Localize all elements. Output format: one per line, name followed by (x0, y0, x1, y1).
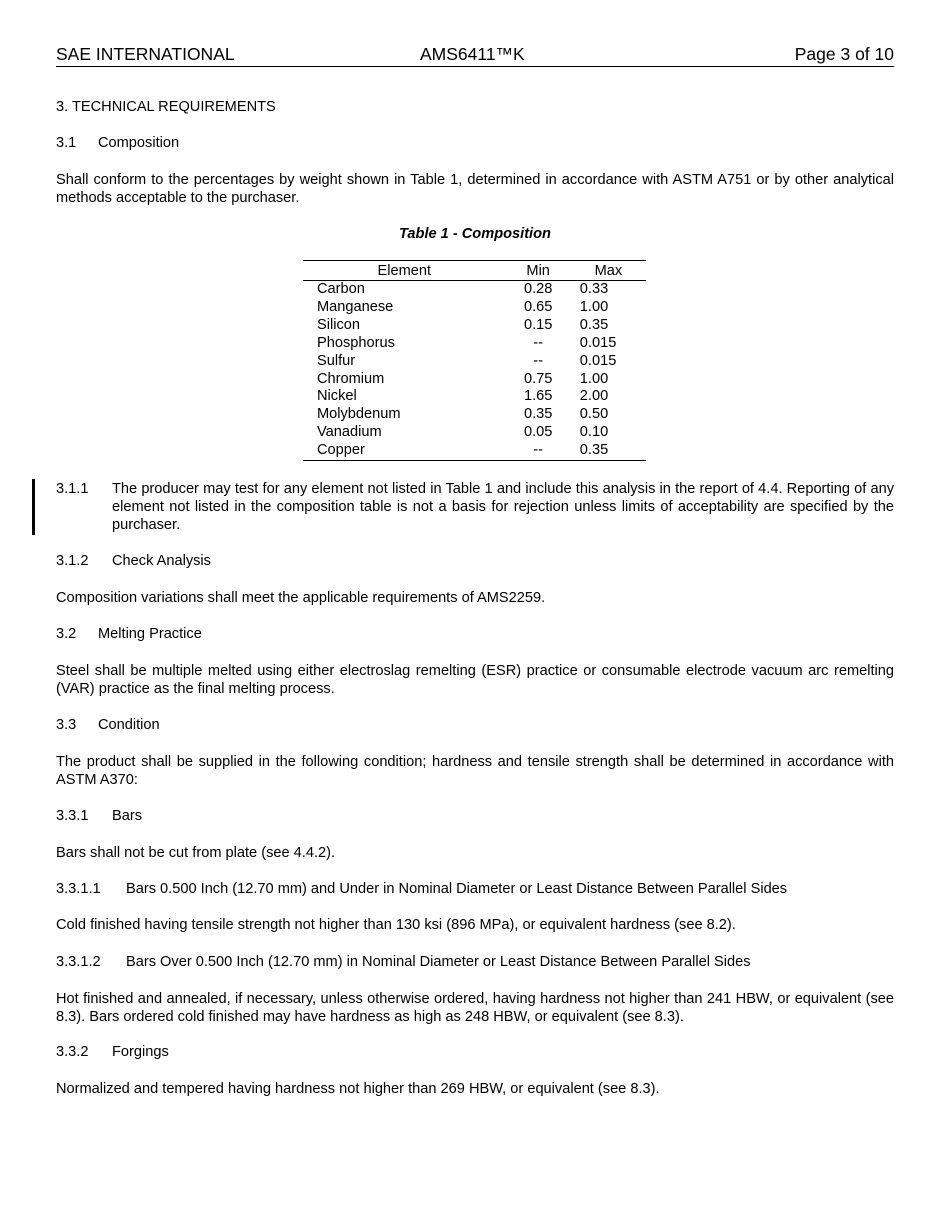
min-value: 0.28 (523, 281, 553, 297)
min-value: 0.65 (523, 298, 553, 315)
max-value: 2.00 (579, 388, 609, 405)
composition-table (303, 260, 646, 461)
element-name: Nickel (317, 388, 357, 405)
section-3-3-1-text: Bars shall not be cut from plate (see 4.4.2). (56, 845, 336, 861)
max-value: 0.015 (579, 334, 617, 351)
section-3-heading: 3. TECHNICAL REQUIREMENTS (56, 99, 276, 115)
column-header-max: Max (571, 261, 646, 281)
section-title: Composition (98, 135, 180, 151)
section-3-1-2-text: Composition variations shall meet the applicable requirements of AMS2259. (56, 590, 546, 606)
section-3-1-1-number: 3.1.1 (56, 481, 89, 497)
section-number: 3.3.2 (56, 1044, 89, 1060)
section-number: 3.3.1 (56, 808, 89, 824)
revision-bar (32, 479, 35, 535)
element-name: Molybdenum (317, 406, 401, 423)
max-value: 0.50 (579, 406, 609, 423)
section-3-3-1-2-text: Hot finished and annealed, if necessary, unless otherwise ordered, having hardness not higher than 241 HBW, or equivalent (see 8.3). Bars ordered cold finished may have hardness as high as 248 HBW, or equivalent (see 8.3). (56, 991, 894, 1025)
section-number: 3.2 (56, 626, 77, 642)
section-number: 3.1.2 (56, 553, 89, 569)
section-3-2-heading (56, 625, 894, 643)
table-header-row (303, 261, 646, 281)
table-row (303, 424, 646, 442)
section-title: Condition (98, 717, 160, 733)
table-row (303, 406, 646, 424)
min-value: -- (533, 442, 544, 459)
table-row (303, 317, 646, 335)
section-title: Bars 0.500 Inch (12.70 mm) and Under in Nominal Diameter or Least Distance Between Parallel Sides (126, 881, 788, 897)
column-header-element: Element (303, 261, 506, 281)
min-value: -- (533, 352, 544, 369)
element-name: Copper (317, 442, 365, 459)
section-3-3-1-heading (56, 807, 894, 825)
table-row (303, 371, 646, 389)
section-3-3-1-1-text: Cold finished having tensile strength not higher than 130 ksi (896 MPa), or equivalent hardness (see 8.2). (56, 917, 736, 933)
section-3-3-text: The product shall be supplied in the following condition; hardness and tensile strength shall be determined in accordance with ASTM A370: (56, 754, 894, 788)
table-row (303, 335, 646, 353)
min-value: 1.65 (523, 388, 553, 405)
section-title: Melting Practice (98, 626, 202, 642)
max-value: 0.35 (579, 316, 609, 333)
max-value: 1.00 (579, 370, 609, 387)
element-name: Carbon (317, 281, 365, 297)
section-3-1-1-text: The producer may test for any element not listed in Table 1 and include this analysis in the report of 4.4. Reporting of any element not listed in the composition table is not a basis for rejection unless limits of acceptability are specified by the purchaser. (112, 481, 894, 533)
section-title: Bars (112, 808, 143, 824)
header-page-number: Page 3 of 10 (794, 44, 894, 64)
section-number: 3.3 (56, 717, 77, 733)
section-title: Check Analysis (112, 553, 211, 569)
section-3-2-text: Steel shall be multiple melted using either electroslag remelting (ESR) practice or consumable electrode vacuum arc remelting (VAR) practice as the final melting process. (56, 663, 894, 697)
element-name: Chromium (317, 370, 385, 387)
section-title: Bars Over 0.500 Inch (12.70 mm) in Nominal Diameter or Least Distance Between Parallel Sides (126, 954, 751, 970)
min-value: 0.35 (523, 406, 553, 423)
section-title: Forgings (112, 1044, 169, 1060)
max-value: 0.33 (579, 281, 609, 297)
table-row (303, 353, 646, 371)
section-number: 3.3.1.1 (56, 881, 101, 897)
table-row (303, 388, 646, 406)
section-3-3-2-text: Normalized and tempered having hardness not higher than 269 HBW, or equivalent (see 8.3). (56, 1081, 660, 1097)
section-number: 3.1 (56, 135, 77, 151)
element-name: Phosphorus (317, 334, 395, 351)
min-value: -- (533, 334, 544, 351)
section-3-1-text: Shall conform to the percentages by weight shown in Table 1, determined in accordance with ASTM A751 or by other analytical methods acceptable to the purchaser. (56, 172, 894, 206)
table-row (303, 281, 646, 299)
element-name: Manganese (317, 298, 394, 315)
table-row (303, 442, 646, 460)
min-value: 0.75 (523, 370, 553, 387)
section-3-3-2-heading (56, 1043, 894, 1061)
section-number: 3.3.1.2 (56, 954, 101, 970)
min-value: 0.15 (523, 316, 553, 333)
column-header-min: Min (506, 261, 571, 281)
max-value: 1.00 (579, 298, 609, 315)
header-document-number: AMS6411™K (420, 44, 525, 64)
page-header (56, 44, 894, 67)
section-3-1-heading (56, 134, 894, 152)
table-row (303, 299, 646, 317)
table-caption: Table 1 - Composition (399, 226, 551, 242)
header-organization: SAE INTERNATIONAL (56, 44, 235, 64)
max-value: 0.015 (579, 352, 617, 369)
element-name: Vanadium (317, 424, 382, 441)
section-3-3-1-1-heading (56, 880, 894, 898)
min-value: 0.05 (523, 424, 553, 441)
section-3-3-1-2-heading (56, 953, 894, 971)
section-3-3-heading (56, 716, 894, 734)
max-value: 0.10 (579, 424, 609, 441)
max-value: 0.35 (579, 442, 609, 459)
element-name: Sulfur (317, 352, 356, 369)
section-3-1-2-heading (56, 552, 894, 570)
element-name: Silicon (317, 316, 360, 333)
